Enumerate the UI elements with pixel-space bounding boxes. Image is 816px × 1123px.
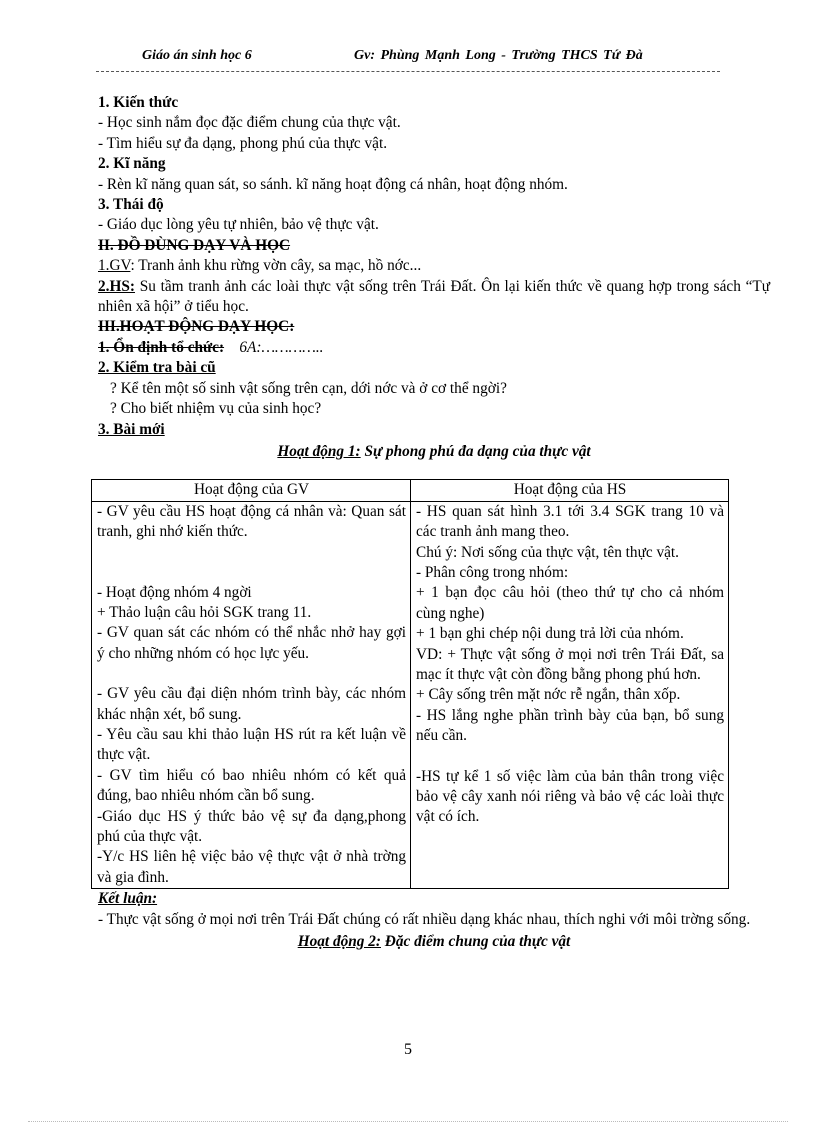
activity-1-label: Hoạt động 1: xyxy=(277,442,361,460)
activity-2-title: Đặc điểm chung của thực vật xyxy=(380,933,571,951)
class-organization xyxy=(98,338,770,358)
activity-2-heading xyxy=(98,932,770,952)
footer-divider xyxy=(28,1121,788,1122)
section-activities-title: III.HOẠT ĐỘNG DẠY HỌC: xyxy=(98,318,295,336)
materials-gv xyxy=(98,256,770,276)
knowledge-line-2: - Tìm hiểu sự đa dạng, phong phú của thực vật. xyxy=(98,134,388,152)
hs-item: -HS tự kể 1 số việc làm của bản thân trong việc bảo vệ cây xanh nói riêng và bảo vệ các loài thực vật có ích. xyxy=(416,767,724,826)
gv-item: - Yêu cầu sau khi thảo luận HS rút ra kết luận về thực vật. xyxy=(97,725,406,764)
hs-item: Chú ý: Nơi sống của thực vật, tên thực vật. xyxy=(416,543,679,561)
header-teacher: Gv: Phùng Mạnh Long - Trường THCS Tứ Đà xyxy=(354,48,643,63)
gv-item: -Giáo dục HS ý thức bảo vệ sự đa dạng,phong phú của thực vật. xyxy=(97,807,406,845)
hs-item: + 1 bạn ghi chép nội dung trả lời của nhóm. xyxy=(416,625,684,643)
hs-item: - Phân công trong nhóm: xyxy=(416,563,569,581)
materials-hs-text: Su tầm tranh ảnh các loài thực vật sống trên Trái Đất. Ôn lại kiến thức về quang hợp trong sách “Tự nhiên xã hội” ở tiểu học. xyxy=(98,277,770,316)
page-number: 5 xyxy=(404,1041,412,1058)
activity-table xyxy=(91,479,729,889)
page-header xyxy=(96,46,726,66)
section-materials-title: II. ĐỒ DÙNG DẠY VÀ HỌC xyxy=(98,236,291,254)
attitude-line-1: - Giáo dục lòng yêu tự nhiên, bảo vệ thực vật. xyxy=(98,216,379,234)
materials-hs-label: 2.HS: xyxy=(98,277,135,295)
conclusion-text: - Thực vật sống ở mọi nơi trên Trái Đất chúng có rất nhiều dạng khác nhau, thích nghi với môi trờng sống. xyxy=(98,910,751,928)
header-gv: Hoạt động của GV xyxy=(92,480,411,501)
header-subject: Giáo án sinh học 6 xyxy=(142,48,252,63)
gv-item: -Y/c HS liên hệ việc bảo vệ thực vật ở nhà trờng và gia đình. xyxy=(97,848,406,886)
gv-column xyxy=(92,501,411,889)
class-organization-label: 1. Ổn định tổ chức: xyxy=(98,338,225,356)
hs-item: + Cây sống trên mặt nớc rễ ngắn, thân xốp. xyxy=(416,686,681,704)
section-attitude-title: 3. Thái độ xyxy=(98,196,164,214)
section-knowledge-title: 1. Kiến thức xyxy=(98,94,179,111)
materials-gv-label: 1.GV xyxy=(98,257,131,275)
table-header-row xyxy=(92,480,729,501)
gv-item: - GV tìm hiểu có bao nhiêu nhóm có kết quả đúng, bao nhiêu nhóm cần bổ sung. xyxy=(97,766,406,805)
materials-gv-text: : Tranh ảnh khu rừng vờn cây, sa mạc, hồ nớc... xyxy=(130,257,422,275)
materials-hs xyxy=(98,277,770,318)
table-row xyxy=(92,501,729,889)
hs-column xyxy=(411,501,729,889)
question-1: ? Kể tên một số sinh vật sống trên cạn, dới nớc và ở cơ thể ngời? xyxy=(110,379,507,397)
question-2: ? Cho biết nhiệm vụ của sinh học? xyxy=(110,400,322,418)
activity-1-title: Sự phong phú đa dạng của thực vật xyxy=(360,442,591,460)
class-organization-value: 6A:………….. xyxy=(239,338,324,356)
header-hs: Hoạt động của HS xyxy=(411,480,729,501)
activity-1-heading xyxy=(98,442,770,462)
skills-line-1: - Rèn kĩ năng quan sát, so sánh. kĩ năng hoạt động cá nhân, hoạt động nhóm. xyxy=(98,175,568,193)
conclusion-label: Kết luận: xyxy=(98,890,158,908)
hs-item: VD: + Thực vật sống ở mọi nơi trên Trái Đất, sa mạc ít thực vật còn đồng bằng phong phú hơn. xyxy=(416,645,724,683)
new-lesson-title: 3. Bài mới xyxy=(98,420,165,438)
hs-item: - HS lắng nghe phần trình bày của bạn, bổ sung nếu cần. xyxy=(416,706,724,745)
knowledge-line-1: - Học sinh nắm đọc đặc điểm chung của thực vật. xyxy=(98,114,401,132)
old-lesson-check-title: 2. Kiểm tra bài cũ xyxy=(98,359,216,377)
header-divider xyxy=(96,71,720,72)
gv-item: - GV yêu cầu HS hoạt động cá nhân và: Quan sát tranh, ghi nhớ kiến thức. xyxy=(97,502,406,541)
gv-item: - Hoạt động nhóm 4 ngời xyxy=(97,583,252,601)
document-body xyxy=(98,93,770,952)
gv-item: + Thảo luận câu hỏi SGK trang 11. xyxy=(97,603,312,621)
hs-item: - HS quan sát hình 3.1 tới 3.4 SGK trang 10 và các tranh ảnh mang theo. xyxy=(416,502,724,541)
activity-2-label: Hoạt động 2: xyxy=(297,933,381,951)
section-skills-title: 2. Kĩ năng xyxy=(98,155,166,173)
hs-item: + 1 bạn đọc câu hỏi (theo thứ tự cho cả nhóm cùng nghe) xyxy=(416,584,724,622)
gv-item: - GV quan sát các nhóm có thể nhắc nhở hay gợi ý cho những nhóm có học lực yếu. xyxy=(97,624,406,662)
gv-item: - GV yêu cầu đại diện nhóm trình bày, các nhóm khác nhận xét, bổ sung. xyxy=(97,685,406,723)
